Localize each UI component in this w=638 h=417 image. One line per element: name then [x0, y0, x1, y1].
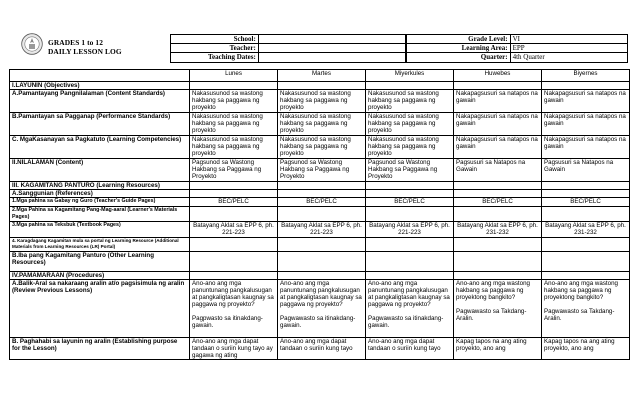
table-row	[10, 190, 630, 198]
empty-cell	[366, 190, 454, 198]
table-row	[10, 272, 630, 280]
day-cell: Nakapagsusuri sa natapos na gawain	[542, 136, 630, 159]
day-cell: Pagsusuri sa Natapos na Gawain	[542, 159, 630, 182]
day-cell: BEC/PELC	[278, 198, 366, 207]
day-cell: Nakasusunod sa wastong hakbang sa paggawa ng proyekto	[366, 90, 454, 113]
empty-cell	[542, 182, 630, 190]
day-cell: Kapag tapos na ang ating proyekto, ano ang	[454, 338, 542, 360]
table-row	[10, 90, 630, 113]
row-label: IV.PAMAMARAAN (Procedures)	[10, 272, 190, 280]
empty-cell	[278, 190, 366, 198]
table-row	[10, 198, 630, 207]
cell-paragraph: Ano-ano ang mga wastong hakbang sa paggawa ng proyektong bangkito?	[456, 280, 530, 301]
day-cell: BEC/PELC	[366, 198, 454, 207]
day-cell: Nakapagsusuri sa natapos na gawain	[542, 113, 630, 136]
learning-area-field[interactable]: EPP	[510, 44, 627, 53]
day-cell	[278, 238, 366, 252]
row-label: B.Iba pang Kagamitang Panturo (Other Learning Resources)	[10, 252, 190, 272]
row-label: II.NILALAMAN (Content)	[10, 159, 190, 182]
day-cell: Ano-ano ang mga dapat tandaan o suriin kung tayo	[366, 338, 454, 360]
cell-paragraph: Ano-ano ang mga wastong hakbang sa paggawa ng proyektong bangkito?	[544, 280, 618, 301]
row-label: I.LAYUNIN (Objectives)	[10, 82, 190, 90]
day-cell: BEC/PELC	[454, 198, 542, 207]
day-cell: Batayang Aklat sa EPP 6, ph. 231-232	[454, 222, 542, 238]
empty-cell	[366, 272, 454, 280]
day-cell: Ano-ano ang mga dapat tandaan o suriin kung tayo ay gagawa ng ating	[190, 338, 278, 360]
row-label: 1.Mga pahina sa Gabay ng Guro (Teacher's Guide Pages)	[10, 198, 190, 207]
row-label: B.Pamantayan sa Pagganap (Performance Standards)	[10, 113, 190, 136]
info-table-right	[406, 34, 628, 63]
day-cell	[366, 252, 454, 272]
table-row	[10, 136, 630, 159]
empty-cell	[454, 272, 542, 280]
empty-cell	[542, 190, 630, 198]
school-field[interactable]	[258, 35, 405, 44]
day-cell: Pagsunod sa Wastong Hakbang sa Paggawa ng Proyekto	[366, 159, 454, 182]
quarter-field[interactable]: 4th Quarter	[510, 53, 627, 62]
day-cell: Batayang Aklat sa EPP 6, ph. 221-223	[278, 222, 366, 238]
title-line-1: GRADES 1 to 12	[48, 38, 103, 47]
empty-cell	[366, 182, 454, 190]
table-row	[10, 82, 630, 90]
day-cell: Batayang Aklat sa EPP 6, ph. 221-223	[366, 222, 454, 238]
table-row	[10, 280, 630, 338]
empty-cell	[190, 82, 278, 90]
empty-cell	[366, 82, 454, 90]
day-cell: BEC/PELC	[190, 198, 278, 207]
empty-cell	[190, 272, 278, 280]
day-cell	[366, 207, 454, 222]
row-label: B. Paghahabi sa layunin ng aralin (Establishing purpose for the Lesson)	[10, 338, 190, 360]
empty-cell	[454, 190, 542, 198]
row-label: 3.Mga pahina sa Teksbuk (Textbook Pages)	[10, 222, 190, 238]
row-label: A.Balik-Aral sa nakaraang aralin at/o pagsisimula ng aralin (Review Previous Lessons)	[10, 280, 190, 338]
empty-cell	[542, 272, 630, 280]
day-cell: Nakasusunod sa wastong hakbang sa paggawa ng proyekto	[190, 113, 278, 136]
cell-paragraph: Ano-ano ang mga panuntunang pangkalusugan at pangkaligtasan kaugnay sa paggawa ng proyekto?	[280, 280, 362, 308]
lesson-plan-table	[9, 69, 630, 360]
deped-seal-icon	[21, 33, 43, 55]
day-cell	[454, 252, 542, 272]
cell-paragraph: Pagpwasto sa itinakdang-gawain.	[192, 315, 263, 329]
day-header-monday: Lunes	[190, 70, 278, 82]
day-cell: BEC/PELC	[542, 198, 630, 207]
table-row	[10, 159, 630, 182]
day-header-thursday: Huwebes	[454, 70, 542, 82]
cell-paragraph: Pagwawasto sa Takdang-Aralin.	[456, 308, 527, 322]
day-cell: Pagsunod sa Wastong Hakbang sa Paggawa ng Proyekto	[190, 159, 278, 182]
day-cell: Batayang Aklat sa EPP 6, ph. 221-223	[190, 222, 278, 238]
day-cell: Nakasusunod sa wastong hakbang sa paggawa ng proyekto	[278, 113, 366, 136]
day-cell: Nakapagsusuri sa natapos na gawain	[454, 136, 542, 159]
empty-cell	[190, 182, 278, 190]
row-label: A.Sanggunian (References)	[10, 190, 190, 198]
grade-level-label: Grade Level:	[407, 35, 511, 44]
table-row	[10, 252, 630, 272]
day-cell: Pagsusuri sa Natapos na Gawain	[454, 159, 542, 182]
day-header-wednesday: Miyerkules	[366, 70, 454, 82]
document-title	[48, 38, 122, 56]
cell-paragraph: Pagwawasto sa itinakdang-gawain.	[368, 315, 444, 329]
row-label: C. MgaKasanayan sa Pagkatuto (Learning Competencies)	[10, 136, 190, 159]
day-cell	[278, 207, 366, 222]
info-table-left	[170, 34, 406, 63]
table-row	[10, 207, 630, 222]
cell-paragraph: Ano-ano ang mga panuntunang pangkalusugan at pangkaligtasan kaugnay sa paggawa ng proyekto?	[192, 280, 274, 308]
empty-cell	[454, 82, 542, 90]
cell-paragraph: Ano-ano ang mga panuntunang pangkalusugan at pangkaligtasan kaugnay sa paggawa ng proyekto?	[368, 280, 450, 308]
day-cell	[278, 252, 366, 272]
day-cell: Nakapagsusuri sa natapos na gawain	[454, 90, 542, 113]
day-cell: Pagsunod sa Wastong Hakbang sa Paggawa ng Proyekto	[278, 159, 366, 182]
table-row	[10, 238, 630, 252]
table-row	[10, 182, 630, 190]
day-cell	[542, 238, 630, 252]
row-label: A.Pamantayang Pangnilalaman (Content Standards)	[10, 90, 190, 113]
lesson-log-header	[0, 0, 638, 64]
day-header-tuesday: Martes	[278, 70, 366, 82]
day-header-friday: Biyernes	[542, 70, 630, 82]
empty-cell	[454, 182, 542, 190]
day-cell: Nakasusunod sa wastong hakbang sa paggawa ng proyekto	[366, 113, 454, 136]
day-cell	[542, 207, 630, 222]
day-cell	[454, 280, 542, 338]
corner-cell	[10, 70, 190, 82]
teaching-dates-label: Teaching Dates:	[171, 53, 259, 62]
table-row	[10, 113, 630, 136]
day-cell: Nakasusunod sa wastong hakbang sa paggawa ng proyekto	[190, 90, 278, 113]
day-cell: Kapag tapos na ang ating proyekto, ano ang	[542, 338, 630, 360]
row-label: 4. Karagdagang Kagamitan mula sa portal ng Learning Resource (Additional Materials from Learning Resources (LR) Portal)	[10, 238, 190, 252]
day-header-row	[10, 70, 630, 82]
cell-paragraph: Pagwawasto sa Takdang-Aralin.	[544, 308, 615, 322]
table-row	[10, 222, 630, 238]
teacher-field[interactable]	[258, 44, 405, 53]
row-label: III. KAGAMITANG PANTURO (Learning Resources)	[10, 182, 190, 190]
day-cell: Nakasusunod sa wastong hakbang sa paggawa ng proyekto	[278, 90, 366, 113]
empty-cell	[278, 182, 366, 190]
cell-paragraph: Pagwawasto sa itinakdang-gawain.	[280, 315, 356, 329]
teaching-dates-field[interactable]	[258, 53, 405, 62]
empty-cell	[190, 190, 278, 198]
day-cell: Batayang Aklat sa EPP 6, ph. 231-232	[542, 222, 630, 238]
day-cell	[454, 207, 542, 222]
day-cell: Nakapagsusuri sa natapos na gawain	[542, 90, 630, 113]
day-cell	[366, 238, 454, 252]
title-line-2: DAILY LESSON LOG	[48, 47, 122, 56]
day-cell	[366, 280, 454, 338]
day-cell: Nakasusunod sa wastong hakbang sa paggawa ng proyekto	[366, 136, 454, 159]
empty-cell	[542, 82, 630, 90]
day-cell	[278, 280, 366, 338]
table-row	[10, 338, 630, 360]
day-cell: Nakasusunod sa wastong hakbang sa paggawa ng proyekto	[190, 136, 278, 159]
day-cell	[542, 280, 630, 338]
day-cell	[190, 207, 278, 222]
day-cell: Ano-ano ang mga dapat tandaan o suriin kung tayo	[278, 338, 366, 360]
day-cell	[454, 238, 542, 252]
learning-area-label: Learning Area:	[407, 44, 511, 53]
day-cell	[190, 280, 278, 338]
day-cell: Nakapagsusuri sa natapos na gawain	[454, 113, 542, 136]
grade-level-field[interactable]: VI	[510, 35, 627, 44]
teacher-label: Teacher:	[171, 44, 259, 53]
day-cell	[542, 252, 630, 272]
empty-cell	[278, 272, 366, 280]
quarter-label: Quarter:	[407, 53, 511, 62]
school-label: School:	[171, 35, 259, 44]
day-cell	[190, 238, 278, 252]
day-cell: Nakasusunod sa wastong hakbang sa paggawa ng proyekto	[278, 136, 366, 159]
empty-cell	[278, 82, 366, 90]
day-cell	[190, 252, 278, 272]
row-label: 2.Mga Pahina sa Kagamitang Pang-Mag-aaral (Learner's Materials Pages)	[10, 207, 190, 222]
